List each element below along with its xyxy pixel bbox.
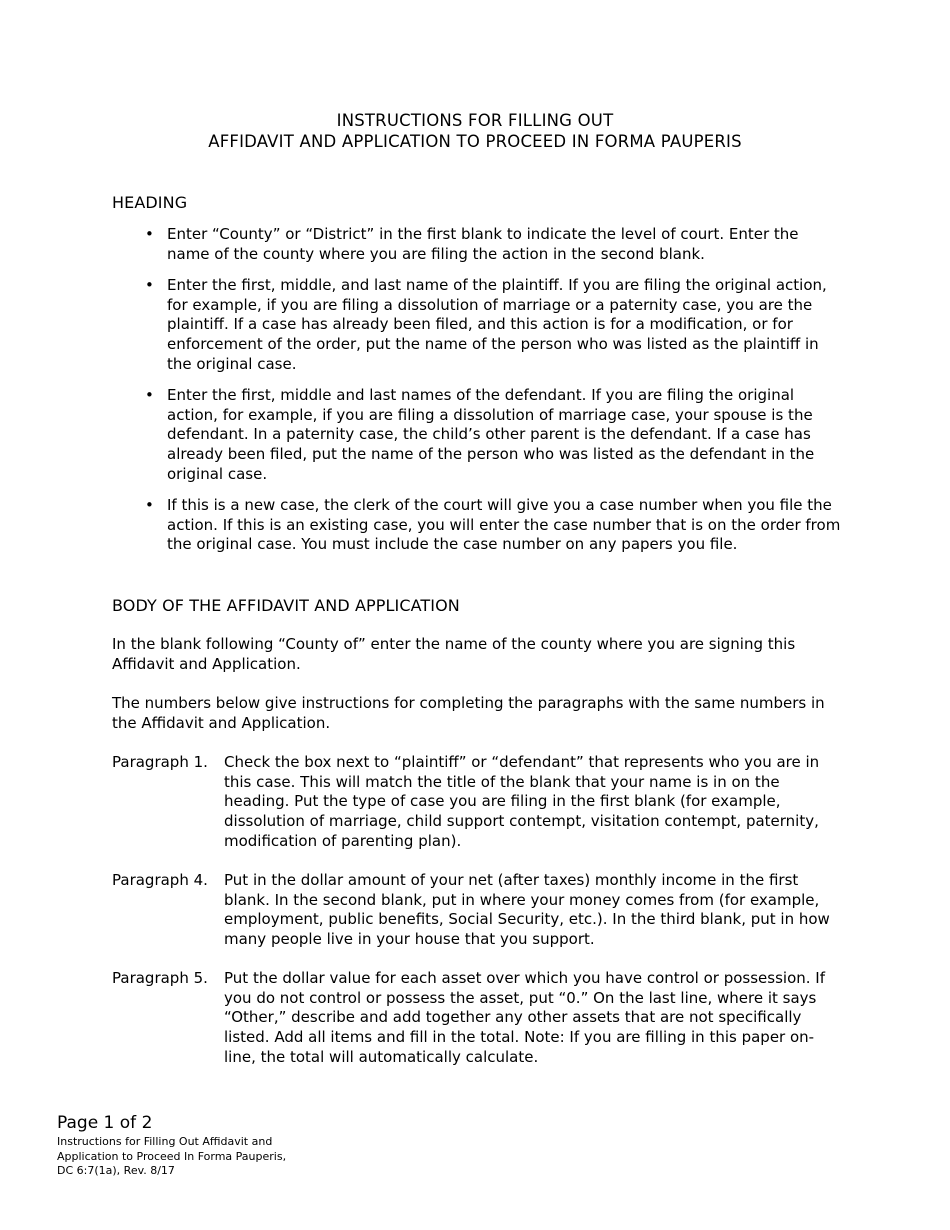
form-reference-line: Application to Proceed In Forma Pauperis, bbox=[57, 1149, 287, 1163]
bullet-text: Enter the first, middle, and last name of the plaintiff. If you are filing the original action, for example, if you are filing a dissolution of marriage or a paternity case, you are the plaintiff. If a case has already been filed, and this action is for a modification, or for enforcement of the order, put the name of the person who was listed as the plaintiff in the original case. bbox=[167, 275, 827, 373]
document-title bbox=[0, 110, 950, 152]
heading-bullet-list bbox=[112, 225, 842, 567]
paragraph-5-instructions bbox=[112, 969, 842, 1068]
paragraph-label: Paragraph 1. bbox=[112, 753, 208, 771]
page-number: Page 1 of 2 bbox=[57, 1113, 153, 1133]
bullet-icon: • bbox=[145, 495, 154, 514]
form-reference bbox=[57, 1135, 317, 1179]
bullet-text: Enter “County” or “District” in the first blank to indicate the level of court. Enter the name of the county where you are filing the action in the second blank. bbox=[167, 225, 799, 263]
form-reference-line: Instructions for Filling Out Affidavit and bbox=[57, 1135, 273, 1148]
body-intro-paragraph: In the blank following “County of” enter the name of the county where you are signing this Affidavit and Application. bbox=[112, 635, 796, 673]
heading-section-title: HEADING bbox=[112, 193, 188, 212]
bullet-icon: • bbox=[145, 275, 154, 294]
list-item bbox=[112, 496, 842, 555]
list-item bbox=[112, 225, 842, 264]
title-line-2: AFFIDAVIT AND APPLICATION TO PROCEED IN FORMA PAUPERIS bbox=[208, 132, 742, 151]
bullet-text: Enter the first, middle and last names of the defendant. If you are filing the original action, for example, if you are filing a dissolution of marriage case, your spouse is the defendant. In a paternity case, the child’s other parent is the defendant. If a case has already been filed, put the name of the person who was listed as the defendant in the original case. bbox=[167, 385, 815, 483]
body-numbers-paragraph: The numbers below give instructions for completing the paragraphs with the same numbers in the Affidavit and Application. bbox=[112, 694, 825, 732]
bullet-icon: • bbox=[145, 385, 154, 404]
paragraph-text: Check the box next to “plaintiff” or “defendant” that represents who you are in this case. This will match the title of the blank that your name is in on the heading. Put the type of case you are filing in the first blank (for example, dissolution of marriage, child support contempt, visitation contempt, paternity, modification of parenting plan). bbox=[224, 753, 820, 850]
form-reference-line: DC 6:7(1a), Rev. 8/17 bbox=[57, 1164, 175, 1178]
list-item bbox=[112, 276, 842, 375]
body-section-title: BODY OF THE AFFIDAVIT AND APPLICATION bbox=[112, 596, 460, 615]
paragraph-4-instructions bbox=[112, 871, 842, 950]
list-item bbox=[112, 386, 842, 485]
paragraph-1-instructions bbox=[112, 753, 842, 852]
paragraph-label: Paragraph 4. bbox=[112, 871, 208, 889]
paragraph-text: Put the dollar value for each asset over which you have control or possession. If you do not control or possess the asset, put “0.” On the last line, where it says “Other,” describe and add together any other assets that are not specifically listed. Add all items and fill in the total. Note: If you are filling in this paper on-line, the total will automatically calculate. bbox=[224, 969, 825, 1066]
title-line-1: INSTRUCTIONS FOR FILLING OUT bbox=[336, 111, 614, 130]
paragraph-label: Paragraph 5. bbox=[112, 969, 208, 987]
bullet-icon: • bbox=[145, 225, 154, 243]
paragraph-text: Put in the dollar amount of your net (after taxes) monthly income in the first blank. In the second blank, put in where your money comes from (for example, employment, public benefits, Social Security, etc.). In the third blank, put in how many people live in your house that you support. bbox=[224, 871, 830, 949]
bullet-text: If this is a new case, the clerk of the court will give you a case number when you file the action. If this is an existing case, you will enter the case number that is on the order from the original case. You must include the case number on any papers you file. bbox=[167, 495, 841, 554]
